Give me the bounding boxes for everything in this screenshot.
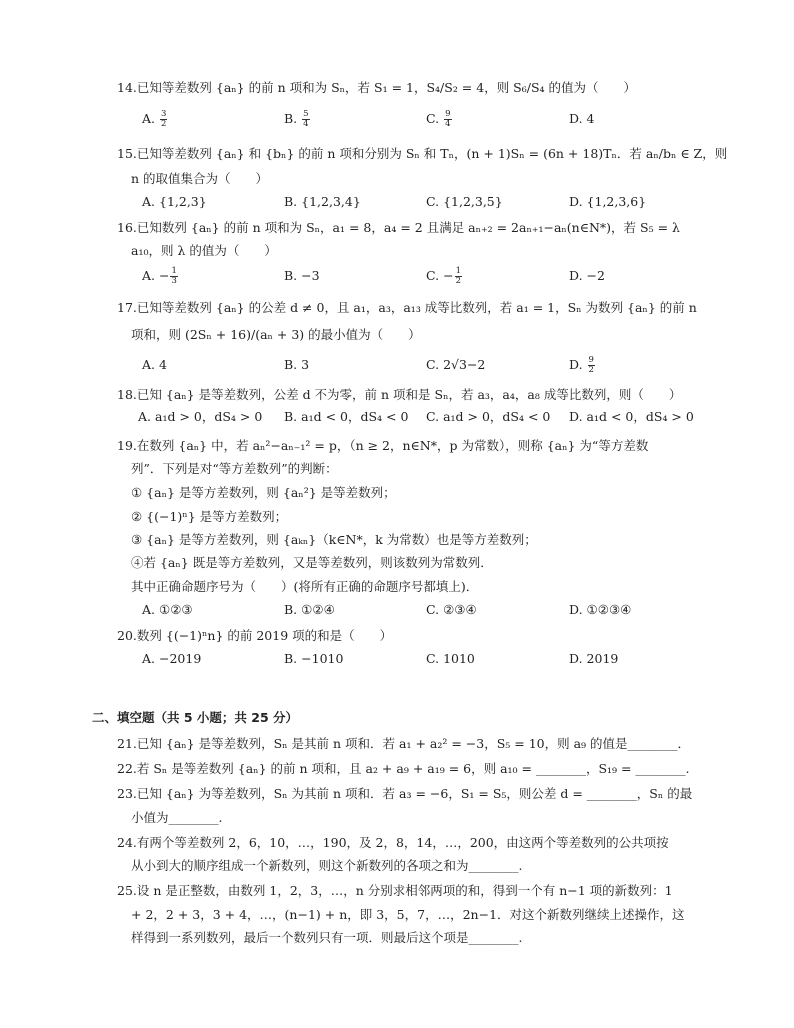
question-number: 17. <box>117 300 137 315</box>
question-16 <box>117 219 680 237</box>
option-c[interactable]: C. 1010 <box>426 651 475 666</box>
question-16-line-2: a₁₀，则 λ 的值为（ ） <box>131 243 277 258</box>
question-14 <box>117 79 636 97</box>
options-19 <box>142 601 742 621</box>
option-a[interactable]: A. $\frac{3}{2}$ <box>142 109 167 129</box>
option-d[interactable]: D. a₁d < 0，dS₄ > 0 <box>569 409 694 424</box>
question-number: 20. <box>117 628 137 643</box>
question-23-line-2: 小值为________. <box>131 810 223 825</box>
question-number: 19. <box>117 438 137 453</box>
question-22 <box>117 760 689 778</box>
option-b[interactable]: B. $\frac{5}{4}$ <box>284 109 309 129</box>
option-a[interactable]: A. ①②③ <box>142 602 193 617</box>
question-text: 已知等差数列 {aₙ} 的前 n 项和为 Sₙ，若 S₁ = 1，S₄/S₂ = 4，则 S₆/S₄ 的值为（ ） <box>136 80 637 95</box>
question-text: 已知等差数列 {aₙ} 和 {bₙ} 的前 n 项和分别为 Sₙ 和 Tₙ，(n + 1)Sₙ = (6n + 18)Tₙ．若 aₙ/bₙ ∈ Z，则 <box>136 146 728 161</box>
options-20 <box>142 650 742 670</box>
question-24 <box>117 834 669 852</box>
question-17-line-2: 项和，则 (2Sₙ + 16)/(aₙ + 3) 的最小值为（ ） <box>131 327 421 342</box>
question-21 <box>117 735 690 753</box>
option-d[interactable]: D. 2019 <box>569 651 619 666</box>
question-25 <box>117 882 673 900</box>
option-b[interactable]: B. 3 <box>284 357 310 372</box>
question-19-line-3: ① {aₙ} 是等方差数列，则 {aₙ²} 是等差数列； <box>131 485 396 500</box>
option-a[interactable]: A. 4 <box>142 357 167 372</box>
question-number: 15. <box>117 146 137 161</box>
option-d[interactable]: D. ①②③④ <box>569 602 632 617</box>
question-text: 已知 {aₙ} 是等差数列，Sₙ 是其前 n 项和．若 a₁ + a₂² = −3，S₅ = 10，则 a₉ 的值是________． <box>136 736 691 751</box>
option-b[interactable]: B. a₁d < 0，dS₄ < 0 <box>284 409 409 424</box>
question-17 <box>117 299 697 317</box>
option-b[interactable]: B. −1010 <box>284 651 344 666</box>
question-text: 设 n 是正整数，由数列 1，2，3，…，n 分别求相邻两项的和，得到一个有 n−1 项的新数列：1 <box>136 883 673 898</box>
question-25-line-2: + 2，2 + 3，3 + 4，…，(n−1) + n，即 3，5，7，…，2n−1．对这个新数列继续上述操作，这 <box>131 907 685 922</box>
question-25-line-3: 样得到一系列数列，最后一个数列只有一项．则最后这个项是________. <box>131 930 523 945</box>
option-d[interactable]: D. −2 <box>569 268 605 283</box>
option-a[interactable]: A. a₁d > 0，dS₄ > 0 <box>138 409 263 424</box>
options-16 <box>142 267 742 287</box>
option-d[interactable]: D. 4 <box>569 111 595 126</box>
question-19-line-7: 其中正确命题序号为（ ）(将所有正确的命题序号都填上)． <box>131 579 479 594</box>
question-text: 已知 {aₙ} 是等差数列，公差 d 不为零，前 n 项和是 Sₙ，若 a₃，a₄，a₈ 成等比数列，则（ ） <box>136 387 682 402</box>
option-c[interactable]: C. 2√3−2 <box>426 357 486 372</box>
question-text: 有两个等差数列 2，6，10，…，190，及 2，8，14，…，200，由这两个等差数列的公共项按 <box>136 835 669 850</box>
question-19-line-5: ③ {aₙ} 是等方差数列，则 {aₖₙ}（k∈N*，k 为常数）也是等方差数列； <box>131 532 537 547</box>
question-19 <box>117 437 648 455</box>
option-c[interactable]: C. − $\frac{1}{2}$ <box>426 266 461 286</box>
question-number: 16. <box>117 220 137 235</box>
question-number: 22. <box>117 761 137 776</box>
question-15 <box>117 145 727 163</box>
option-d[interactable]: D. {1,2,3,6} <box>569 194 647 209</box>
options-15 <box>142 193 742 213</box>
option-b[interactable]: B. −3 <box>284 268 320 283</box>
question-24-line-2: 从小到大的顺序组成一个新数列，则这个新数列的各项之和为________. <box>131 858 523 873</box>
options-18 <box>138 408 742 428</box>
option-a[interactable]: A. {1,2,3} <box>142 194 207 209</box>
option-c[interactable]: C. ②③④ <box>426 602 477 617</box>
question-text: 已知 {aₙ} 为等差数列，Sₙ 为其前 n 项和．若 a₃ = −6，S₁ = S₅，则公差 d = ________，Sₙ 的最 <box>136 786 693 801</box>
option-b[interactable]: B. ①②④ <box>284 602 335 617</box>
question-15-line-2: n 的取值集合为（ ） <box>131 171 269 186</box>
question-19-line-2: 列”．下列是对“等方差数列”的判断： <box>131 461 338 476</box>
question-number: 14. <box>117 80 137 95</box>
question-19-line-4: ② {(−1)ⁿ} 是等方差数列； <box>131 509 288 524</box>
question-23 <box>117 785 692 803</box>
options-17 <box>142 356 742 376</box>
question-number: 21. <box>117 736 137 751</box>
option-b[interactable]: B. {1,2,3,4} <box>284 194 361 209</box>
question-text: 已知等差数列 {aₙ} 的公差 d ≠ 0，且 a₁，a₃，a₁₃ 成等比数列，若 a₁ = 1，Sₙ 为数列 {aₙ} 的前 n <box>136 300 697 315</box>
question-number: 25. <box>117 883 137 898</box>
section-title: 二、填空题（共 5 小题；共 25 分） <box>92 710 299 725</box>
question-number: 24. <box>117 835 137 850</box>
question-number: 23. <box>117 786 137 801</box>
option-c[interactable]: C. $\frac{9}{4}$ <box>426 109 451 129</box>
question-18 <box>117 386 681 404</box>
question-20 <box>117 627 392 645</box>
question-text: 数列 {(−1)ⁿn} 的前 2019 项的和是（ ） <box>136 628 393 643</box>
question-text: 若 Sₙ 是等差数列 {aₙ} 的前 n 项和，且 a₂ + a₉ + a₁₉ = 6，则 a₁₀ = ________，S₁₉ = ________. <box>136 761 690 776</box>
question-number: 18. <box>117 387 137 402</box>
question-text: 已知数列 {aₙ} 的前 n 项和为 Sₙ，a₁ = 8，a₄ = 2 且满足 aₙ₊₂ = 2aₙ₊₁−aₙ(n∈N*)，若 S₅ = λ <box>136 220 680 235</box>
option-c[interactable]: C. a₁d > 0，dS₄ < 0 <box>426 409 551 424</box>
option-a[interactable]: A. −2019 <box>142 651 202 666</box>
option-a[interactable]: A. − $\frac{1}{3}$ <box>142 266 177 286</box>
options-14 <box>142 110 742 130</box>
question-19-line-6: ④若 {aₙ} 既是等方差数列，又是等差数列，则该数列为常数列． <box>131 555 493 570</box>
option-d[interactable]: D. $\frac{9}{2}$ <box>569 355 594 375</box>
question-text: 在数列 {aₙ} 中，若 aₙ²−aₙ₋₁² = p，（n ≥ 2，n∈N*，p 为常数），则称 {aₙ} 为“等方差数 <box>136 438 649 453</box>
option-c[interactable]: C. {1,2,3,5} <box>426 194 503 209</box>
